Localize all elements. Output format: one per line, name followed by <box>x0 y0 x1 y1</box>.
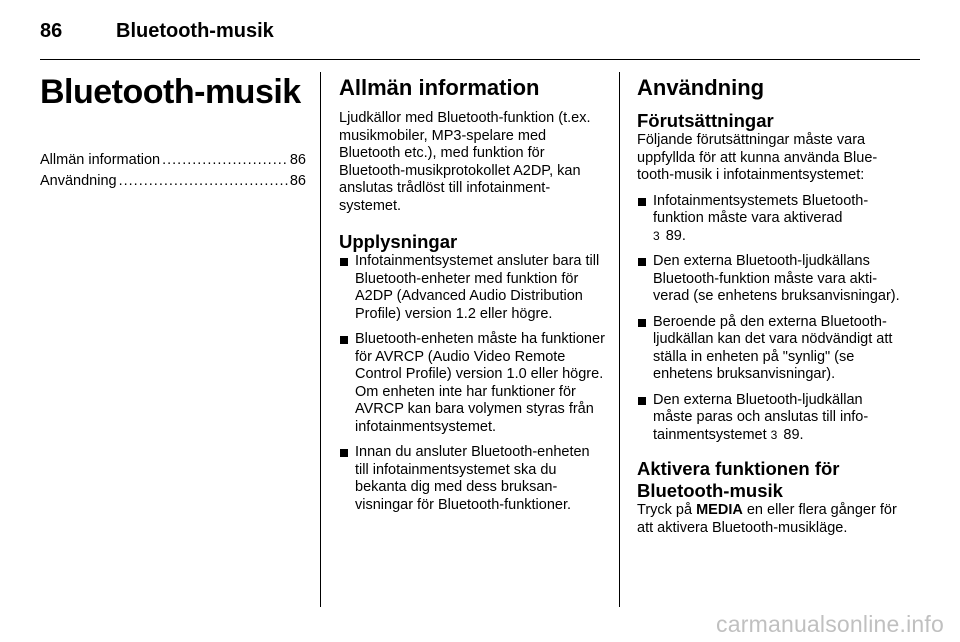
section-heading-general: Allmän information <box>339 75 540 100</box>
bullet-square-icon <box>638 319 646 327</box>
bullet-square-icon <box>638 198 646 206</box>
media-key-label: MEDIA <box>696 502 743 518</box>
section-heading-usage: Användning <box>637 75 765 100</box>
table-of-contents <box>40 150 306 192</box>
toc-entry[interactable] <box>40 171 306 192</box>
activate-heading: Aktivera funktionen för Bluetooth-musik <box>637 458 840 501</box>
reference-arrow-icon: 3 <box>770 427 778 442</box>
page-header <box>40 16 920 56</box>
bullet-square-icon <box>340 258 348 266</box>
activate-text: Tryck på MEDIA en eller flera gånger för att aktivera Bluetooth-musikläge. <box>637 502 897 536</box>
column-divider <box>619 72 620 607</box>
toc-page: 86 <box>289 152 306 168</box>
toc-page: 86 <box>289 173 306 189</box>
reference-arrow-icon: 3 <box>653 228 660 243</box>
header-rule <box>40 59 920 60</box>
toc-entry[interactable] <box>40 150 306 171</box>
bullet-square-icon <box>340 449 348 457</box>
prereq-list <box>637 193 905 445</box>
bullet-square-icon <box>340 336 348 344</box>
page-reference[interactable]: 3 89. <box>770 426 804 443</box>
bullet-square-icon <box>638 258 646 266</box>
column-divider <box>320 72 321 607</box>
general-intro: Ljudkällor med Bluetooth-funktion (t.ex. musikmobiler, MP3-spelare med Bluetooth etc.), med funktion för Bluetooth-musikprotokollet A2DP, kan anslutas trådlöst till infotainmentsystemet. <box>339 110 591 214</box>
toc-label: Allmän information <box>40 152 161 168</box>
toc-leader <box>162 150 288 171</box>
bullet-square-icon <box>638 397 646 405</box>
prereq-intro: Följande förutsättningar måste vara uppfyllda för att kunna använda Bluetooth-musik i infotainmentsystemet: <box>637 132 878 183</box>
list-item: Beroende på den externa Bluetooth-ljudkällan kan det vara nödvändigt att ställa in enheten på "synlig" (se enhetens bruksanvisningar). <box>637 314 905 384</box>
notes-list <box>339 253 605 514</box>
chapter-title: Bluetooth-musik <box>40 73 301 111</box>
chapter-column <box>40 72 306 192</box>
list-item: Den externa Bluetooth-ljudkällan måste paras och anslutas till infotainmentsystemet 3 89. <box>637 392 905 445</box>
page-reference[interactable]: 3 89. <box>653 227 686 244</box>
page-number: 86 <box>40 20 63 42</box>
watermark: carmanualsonline.info <box>716 611 944 637</box>
list-item: Innan du ansluter Bluetooth-enheten till infotainmentsystemet ska du bekanta dig med dess bruksanvisningar för Bluetooth-funktioner. <box>339 444 605 514</box>
general-column <box>339 72 605 514</box>
usage-column <box>637 72 905 537</box>
list-item: Bluetooth-enheten måste ha funktioner för AVRCP (Audio Video Remote Control Profile) version 1.0 eller högre. Om enheten inte har funktioner för AVRCP kan bara volymen styras från infotainmentsystemet. <box>339 331 605 436</box>
list-item: Infotainmentsystemet ansluter bara till Bluetooth-enheter med funktion för A2DP (Advanced Audio Distribution Profile) version 1.2 eller högre. <box>339 253 605 323</box>
running-title: Bluetooth-musik <box>116 20 274 42</box>
list-item: Infotainmentsystemets Bluetooth-funktion måste vara aktiverad 3 89. <box>637 193 905 246</box>
list-item: Den externa Bluetooth-ljudkällans Bluetooth-funktion måste vara aktiverad (se enhetens bruksanvisningar). <box>637 253 905 306</box>
notes-heading: Upplysningar <box>339 231 458 252</box>
toc-label: Användning <box>40 173 117 189</box>
prereq-heading: Förutsättningar <box>637 110 774 131</box>
toc-leader <box>119 171 288 192</box>
